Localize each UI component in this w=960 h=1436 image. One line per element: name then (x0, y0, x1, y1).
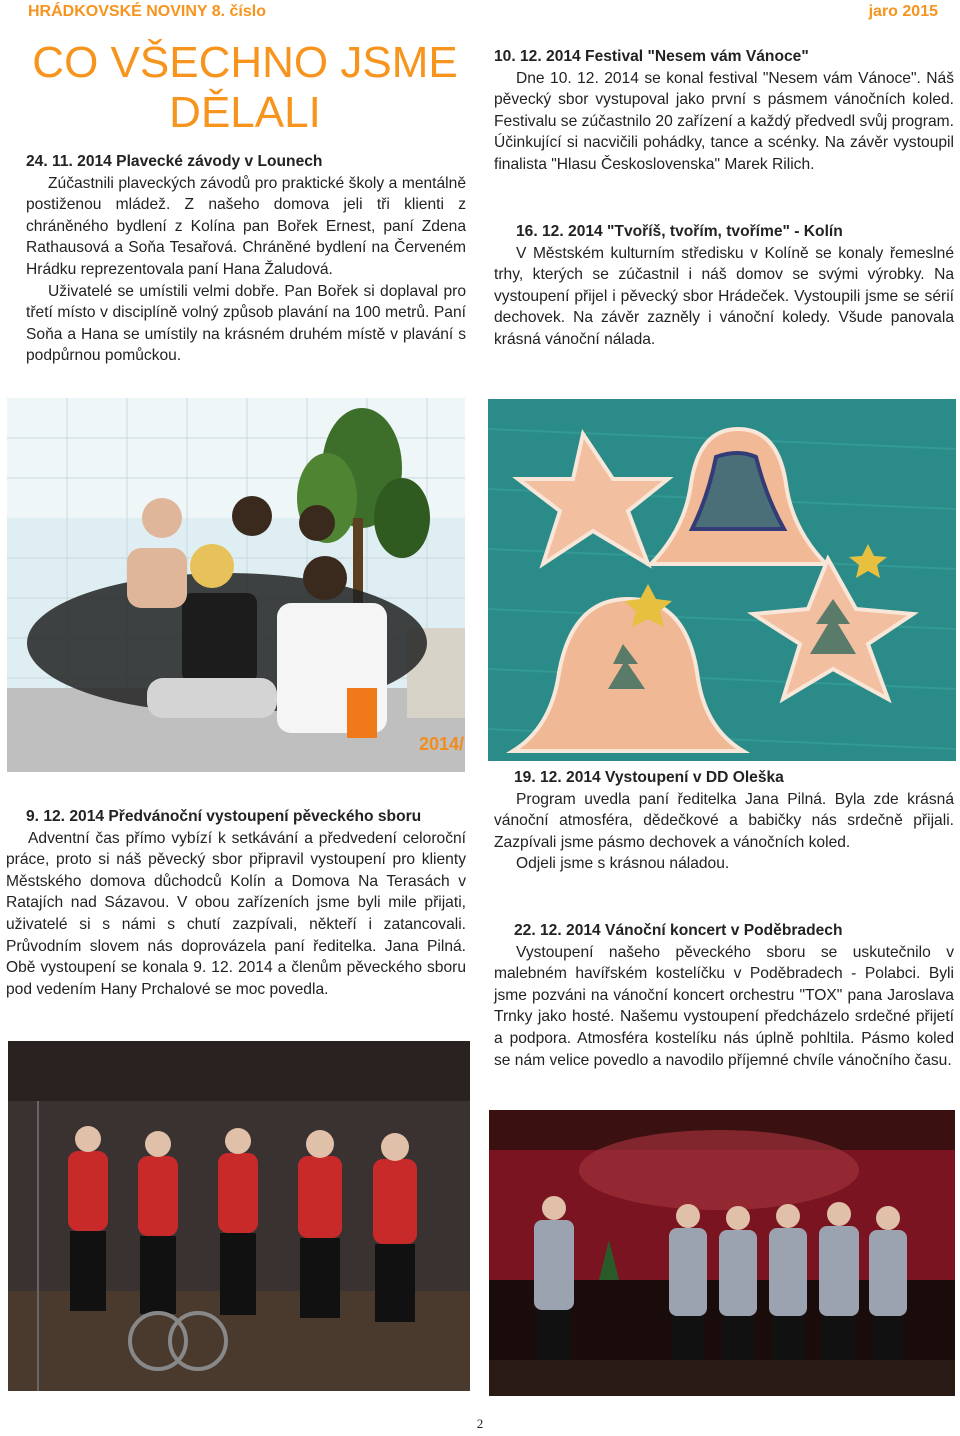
article-paragraph: Adventní čas přímo vybízí k setkávání a předvedení celoroční práce, proto si náš pěvecký sbor připravil vystoupení pro klienty Městského domova důchodců Kolín a Domova Na Terasách v Ratajích nad Sázavou. V obou zařízeních jsme byli mile přijati, uživatelé si s námi s chutí zazpívali, někteří i zatancovali. Průvodním slovem nás doprovázela paní ředitelka. Jana Pilná. Obě vystoupení se konala 9. 12. 2014 a členům pěveckého sboru pod vedením Hany Prchalové se moc povedla. (6, 829, 466, 998)
article-tvoris (494, 221, 954, 351)
article-paragraph: Zúčastnili plaveckých závodů pro praktické školy a mentálně postiženou mládež. Z našeho domova jeli tři klienti z chráněného bydlení z Kolína pan Bořek Ernest, paní Zdena Rathausová a Soňa Tesařová. Chráněné bydlení na Červeném Hrádku reprezentovala paní Hana Žaludová. (26, 174, 466, 278)
article-heading: 16. 12. 2014 "Tvoříš, tvořím, tvoříme" - Kolín (516, 223, 843, 240)
photo-date-stamp: 2014/ (419, 734, 465, 754)
article-paragraph: Odjeli jsme s krásnou náladou. (516, 855, 730, 873)
church-concert-drawing (489, 1110, 955, 1396)
article-heading: 24. 11. 2014 Plavecké závody v Lounech (26, 153, 323, 170)
article-paragraph: Vystoupení našeho pěveckého sboru se uskutečnilo v malebném havířském kostelíčku v Poděbradech - Polabci. Byli jsme pozváni na vánoční koncert orchestru "TOX" pana Jaroslava Trnky jako hosté. Našemu vystoupení předcházelo srdečné přijetí a podpora. Atmosféra kostelíku nás úplně pohltila. Pásmo koled se nám velice povedlo a navodilo příjemné chvíle vánočního času. (494, 943, 954, 1069)
ornaments-photo-drawing (488, 399, 956, 761)
issue-season: jaro 2015 (868, 3, 938, 20)
article-heading: 19. 12. 2014 Vystoupení v DD Oleška (514, 769, 784, 786)
page-title-line1: CO VŠECHNO JSME (32, 38, 458, 87)
article-paragraph: Dne 10. 12. 2014 se konal festival "Nesem vám Vánoce". Náš pěvecký sbor vystupoval jako první s pásmem vánočních koled. Festivalu se zúčastnilo 20 zařízení a každý předvedl svůj program. Účinkující si nacvičili pohádky, tance a scénky. Na závěr vystoupil finalista "Hlasu Československa" Marek Rilich. (494, 69, 954, 173)
article-paragraph: V Městském kulturním středisku v Kolíně se konaly řemeslné trhy, kterých se zúčastnil i náš domov se svými výrobky. Na vystoupení přijel i pěvecký sbor Hrádeček. Vystoupili jsme se sérií dechovek. Na závěr zazněly i vánoční koledy. Všude panovala krásná vánoční nálada. (494, 244, 954, 348)
photo-swimming-team (7, 398, 465, 772)
article-predvanocni (6, 806, 466, 1000)
newspaper-name: HRÁDKOVSKÉ NOVINY 8. číslo (28, 3, 266, 20)
article-paragraph: Program uvedla paní ředitelka Jana Pilná. Byla zde krásná vánoční atmosféra, dědečkové a babičky nás srdečně přijali. Zazpívali jsme pásmo dechovek a vánočních koled. (494, 790, 954, 851)
article-podebrady (494, 920, 954, 1071)
article-plavecke (26, 151, 466, 367)
choir-stage-drawing (8, 1041, 470, 1391)
article-oleska (494, 767, 954, 875)
article-heading: 22. 12. 2014 Vánoční koncert v Poděbradech (514, 922, 843, 939)
article-heading: 9. 12. 2014 Předvánoční vystoupení pěveckého sboru (26, 808, 422, 825)
article-heading: 10. 12. 2014 Festival "Nesem vám Vánoce" (494, 48, 809, 65)
photo-church-concert (489, 1110, 955, 1396)
swimming-photo-drawing (7, 398, 465, 772)
article-nesem (494, 46, 954, 176)
article-paragraph: Uživatelé se umístili velmi dobře. Pan Bořek si doplaval pro třetí místo v disciplíně volný způsob plavání na 100 metrů. Paní Soňa a Hana se umístily na krásném druhém místě v plavání s podpůrnou pomůckou. (26, 282, 466, 365)
page-title (0, 38, 490, 138)
photo-choir-stage (8, 1041, 470, 1391)
page-number: 2 (476, 1416, 484, 1431)
page-header (0, 0, 960, 26)
photo-ornaments (488, 399, 956, 761)
page-title-line2: DĚLALI (169, 88, 321, 137)
